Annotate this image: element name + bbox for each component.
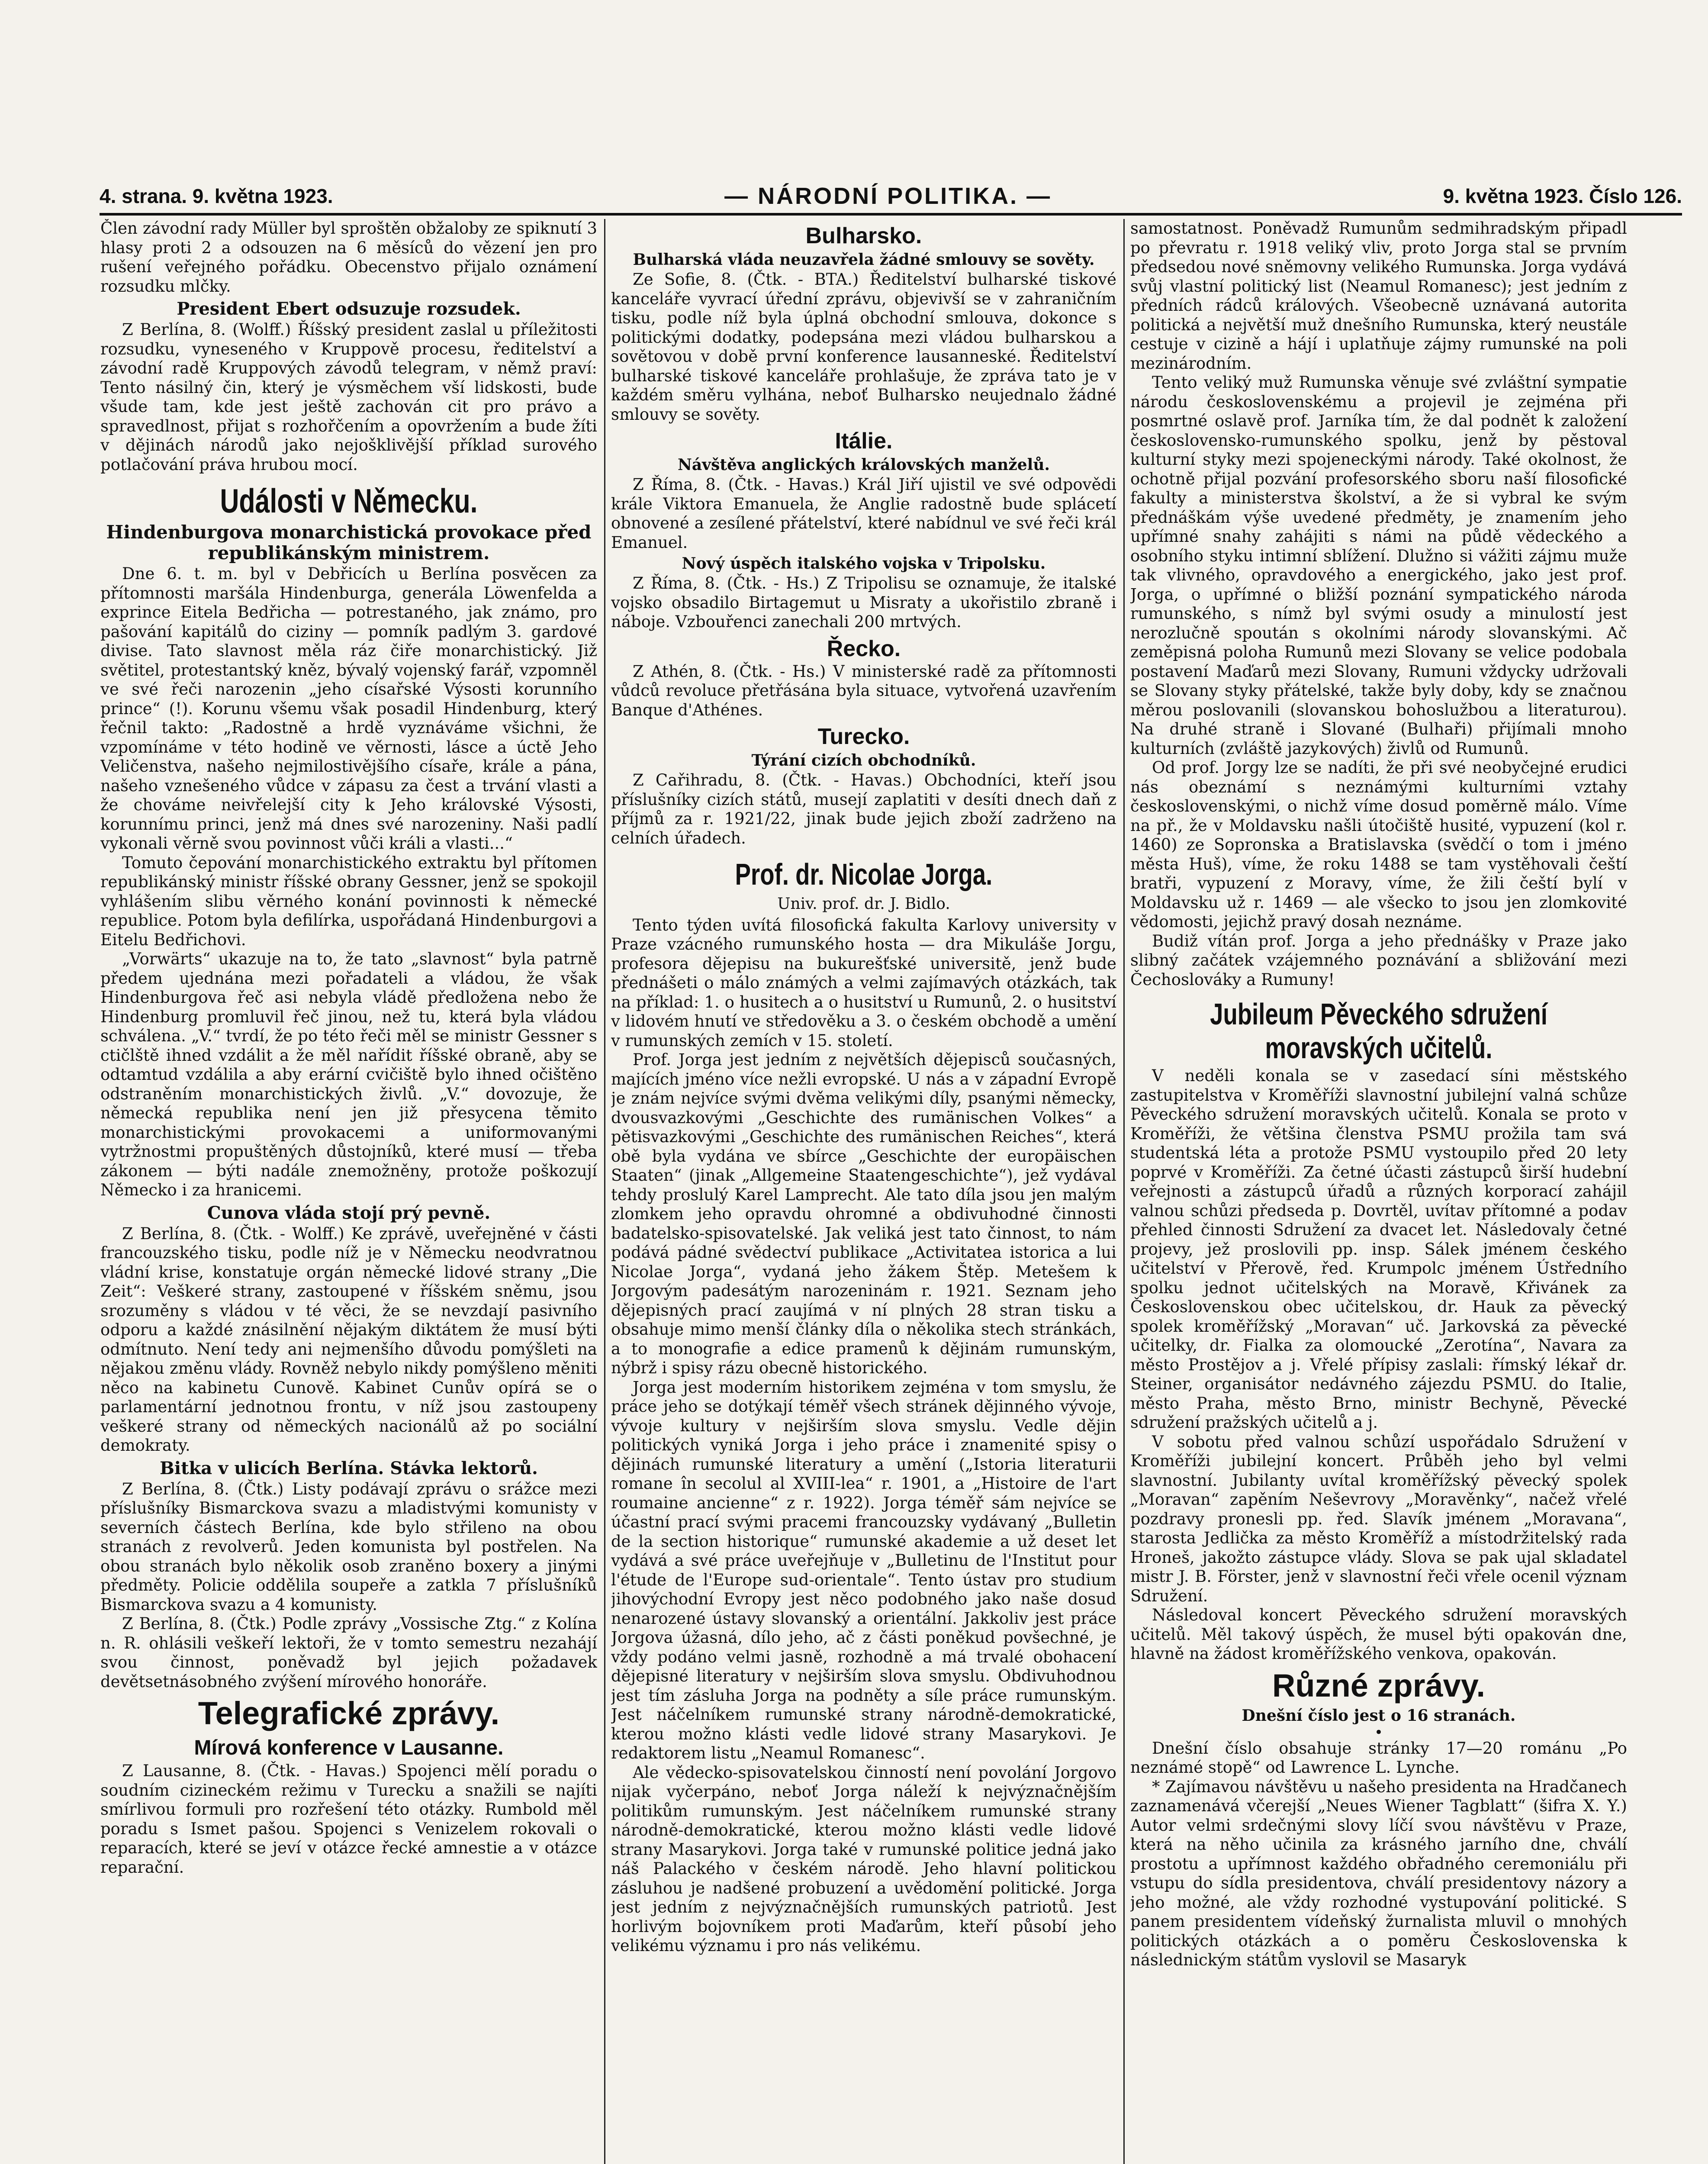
column-divider-2 [1123,219,1125,2164]
headline-jubileum: Jubileum Pěveckého sdružení moravských učitelů. [1210,997,1547,1065]
article-paragraph: Prof. Jorga jest jedním z největších dějepisců současných, majících jméno více nežli evropské. U nás a v západní Evropě je znám nejvíce svými dvěma velikými díly, psanými německy, dvousvazkovými „Geschichte des rumänischen Volkes“ a pětisvazkovými „Geschichte des rumänischen Reiches“, která obě byla vydána ve sbírce „Geschichte der europäischen Staaten“ (jinak „Allgemeine Staatengeschichte“), jež vydával tehdy proslulý Karel Lamprecht. Ale tato díla jsou jen malým zlomkem jeho opravdu ohromné a obdivuhodné činnosti badatelsko-spisovatelské. Jak veliká jest tato činnost, to nám podává pádné svědectví publikace „Activitatea istorica a lui Nicolae Jorga“, vydaná jeho žákem Štěp. Metešem k Jorgovým padesátým narozeninám r. 1921. Seznam jeho dějepisných prací zaujímá v ní plných 28 stran tisku a obsahuje mimo menší články díla o několika stech stránkách, a to monografie a edice pramenů k dějinám rumunským, nýbrž i spisy rázu obecně historického. [611,1050,1116,1377]
article-paragraph: Z Berlína, 8. (Čtk.) Podle zprávy „Vossische Ztg.“ z Kolína n. R. ohlásili veškeří lektoři, že v tomto semestru nezahájí svou činnost, poněvadž byl jejich požadavek devětsetnásobného zvýšení mírového honoráře. [100,1614,597,1691]
article-paragraph: Jorga jest moderním historikem zejména v tom smyslu, že práce jeho se dotýkají téměř všech stránek dějinného vývoje, vývoje kultury v nejširším slova smyslu. Vedle dějin politických vyniká Jorga i jeho práce i znamenité spisy o dějinách rumunské literatury a umění („Istoria literaturii romane în secolul al XVIII-lea“ r. 1901, a „Histoire de l'art roumaine ancienne“ z r. 1922). Jorga téměř sám nejvíce se účastní prací svými pracemi francouzsky vydávaný „Bulletin de la section historique“ rumunské akademie a už deset let vydává a své práce uveřejňuje v „Bulletinu de l'Institut pour l'étude de l'Europe sud-orientale“. Tento ústav pro studium jihovýchodní Evropy jest něco podobného jako naše dosud nenarozené ústavy slovanský a orientální. Jakkoliv jest práce Jorgova úžasná, dílo jeho, ač z části poněkud povšechné, je vždy podáno velmi jasně, rozhodně a má trvalé obohacení dějepisné literatury v nejširším slova smyslu. Obdivuhodnou jest tím zásluha Jorga na podněty a síle práce rumunským. Jest náčelníkem rumunské strany národně-demokratické, kterou možno klásti vedle lidové strany Masarykovi. Je redaktorem listu „Neamul Romanesc“. [611,1378,1116,1762]
article-paragraph: Z Berlína, 8. (Čtk.) Listy podávají zprávu o srážce mezi příslušníky Bismarckova svazu a mladistvými komunisty v severních částech Berlína, kde bylo střileno na obou stranách z revolverů. Jeden komunista byl postřelen. Na obou stranách bylo několik osob zraněno boxery a jinými předměty. Policie oddělila soupeře a zatkla 7 příslušníků Bismarckova svazu a 4 komunisty. [100,1479,597,1614]
column-divider-1 [604,219,605,2164]
issue-info: 9. května 1923. Číslo 126. [1443,185,1682,207]
subheadline-tyrani: Týrání cizích obchodníků. [751,751,976,770]
headline-jorga: Prof. dr. Nicolae Jorga. [735,857,993,891]
article-paragraph: V sobotu před valnou schůzí uspořádalo Sdružení v Kroměříži jubilejní koncert. Průběh jeho byl velmi slavnostní. Jubilanty uvítal kroměřížský pěvecký spolek „Moravan“ zapěním Neševrovy „Moravěnky“, načež vřelé pozdravy pronesli pp. řed. Slavík jménem „Moravana“, starosta Jedlička za město Kroměříž a místodržitelský rada Hroneš, jakožto zástupce vlády. Slova se pak ujal skladatel mistr J. B. Förster, jenž v slavnostní řeči vřele ocenil význam Sdružení. [1130,1432,1627,1605]
article-paragraph: Následoval koncert Pěveckého sdružení moravských učitelů. Měl takový úspěch, že musel býti opakován dne, hlavně na žádost kroměřížského venkova, opakován. [1130,1606,1627,1663]
subheadline-bulharsko: Bulharská vláda neuzavřela žádné smlouvy se sověty. [633,251,1095,269]
article-paragraph: Tento veliký muž Rumunska věnuje své zvláštní sympatie národu československému a projevil je zejména při posmrtné oslavě prof. Jarníka tím, že dal podnět k založení československo-rumunského spolku, jenž by pěstoval kulturní styky mezi spojeneckými národy. Také okolnost, že ochotně přijal pozvání profesorského sboru naší filosofické fakulty a ministerstva školství, a že si vybral ke svým přednáškám výše uvedené předměty, je znamením jeho upřímné snahy zahájiti s námi na půdě vědeckého a osobního styku intimní sblížení. Dlužno si vážiti zájmu muže tak vlivného, opravdového a energického, jako jest prof. Jorga, o upřímné o bližší poznání sympatického národa rumunského, s nímž byl svými osudy a minulostí jest nerozlučně spoután s okolními národy slovanskými. Ač zeměpisná poloha Rumunů mezi Slovany se velice podobala postavení Maďarů mezi Slovany, Rumuni vždycky udržovali se Slovany styky přátelské, takže byly doby, kdy se značnou měrou poslovanili (slovanskou bohoslužbou a literaturou). Na druhé straně i Slované (Bulhaři) přijímali mnoho kulturních (zvláště jazykových) živlů od Rumunů. [1130,373,1627,758]
article-paragraph: Dne 6. t. m. byl v Debřicích u Berlína posvěcen za přítomnosti maršála Hindenburga, generála Löwenfelda a exprince Eitela Bedřicha — potrestaného, jak známo, pro pašování kapitálů do ciziny — pomník padlým 3. gardové divise. Tato slavnost měla ráz čiře monarchistický. Již světitel, protestantský kněz, bývalý vojenský farář, vzpomněl ve své řeči narozenin „jeho císařské Výsosti korunního prince“ (!). Korunu všemu však posadil Hindenburg, který řečnil takto: „Radostně a hrdě vyznáváme všichni, že vzpomínáme v této hodině ve věrnosti, lásce a úctě Jeho Veličenstva, našeho nejmilostivějšího císaře, krále a pána, našeho vznešeného vůdce v zápasu za čest a trvání vlasti a že chováme neivřelejší city k Jeho královské Výsosti, korunnímu princi, jenž má dnes své narozeniny. Naši padlí vykonali věrně svou povinnost vůči králi a vlasti...“ [100,564,597,853]
byline: Univ. prof. dr. J. Bidlo. [777,895,950,913]
article-paragraph: V neděli konala se v zasedací síni městského zastupitelstva v Kroměříži slavnostní jubilejní valná schůze Pěveckého sdružení moravských učitelů. Konala se proto v Kroměříži, že většina členstva PSMU prožila tam svá studentská léta a protože PSMU vystoupilo před 20 lety poprvé v Kroměříži. Za četné účasti zástupců širší hudební veřejnosti a zástupců úřadů a různých korporací zahájil valnou schůzi předseda p. Dovrtěl, uvítav přítomné a podav přehled činnosti Sdružení za dvacet let. Následovaly četné projevy, jež proslovili pp. insp. Sálek jménem českého učitelství v Přerově, řed. Krumpolc jménem Ústředního spolku jednot učitelských na Moravě, Křivánek za Československou obec učitelskou, dr. Hauk za pěvecký spolek kroměřížský „Moravan“ uč. Jarkovská za pěvecké učitelky, dr. Fialka za olomoucké „Zerotína“, Navara za město Prostějov a j. Vřelé přípisy zaslali: římský lékař dr. Steiner, organisátor nedávného zájezdu PSMU. do Italie, město Praha, město Brno, ministr Bechyně, Pěvecké sdružení pražských učitelů a j. [1130,1066,1627,1432]
article-paragraph: Ale vědecko-spisovatelskou činností není povolání Jorgovo nijak vyčerpáno, neboť Jorga náleží k nejvýznačnějším politikům rumunským. Jest náčelníkem rumunské strany národně-demokratické, kterou možno klásti vedle lidové strany Masarykovi. Jorga také v rumunské politice jedná jako náš Palackého v českém národě. Jeho hlavní politickou zásluhou je nadšené probuzení a uvědomění politické. Jorga jest jedním z nejvýznačnějších rumunských patriotů. Jest horlivým bojovníkem proti Maďarům, kteří působí jeho velikému významu i pro nás velikému. [611,1763,1116,1955]
article-paragraph: Dnešní číslo obsahuje stránky 17—20 románu „Po neznámé stopě“ od Lawrence L. Lynche. [1130,1739,1627,1777]
column-3 [1130,219,1627,2164]
article-paragraph: Ze Sofie, 8. (Čtk. - BTA.) Ředitelství bulharské tiskové kanceláře vyvrací úřední zprávu, objevivší se v zahraničním tisku, podle níž byla úplná obchodní smlouva, dokonce s politickými dodatky, podepsána mezi vládou bulharskou a sovětovou v době první konference lausanneské. Ředitelství bulharské tiskové kanceláře prohlašuje, že zpráva tato je v každém směru vylhána, neboť Bulharsko neujednalo žádné smlouvy se sověty. [611,270,1116,424]
headline-recko: Řecko. [827,636,901,661]
article-paragraph: Tomuto čepování monarchistického extraktu byl přítomen republikánský ministr říšské obrany Gessner, jenž se spokojil vyhlášením slibu věrného konání povinnosti k německé republice. Potom byla defilírka, uspořádaná Hindenburgovi a Eitelu Bedřichovi. [100,853,597,949]
article-paragraph: Z Říma, 8. (Čtk. - Hs.) Z Tripolisu se oznamuje, že italské vojsko obsadilo Birtagemut u Misraty a ukořistilo zbraně i náboje. Vzbouřenci zanechali 200 mrtvých. [611,574,1116,631]
subheadline-uspech: Nový úspěch italského vojska v Tripolsku. [682,554,1046,573]
article-paragraph: Z Lausanne, 8. (Čtk. - Havas.) Spojenci mělí poradu o soudním cizineckém režimu v Turecku a snažili se najíti smírlivou formuli pro rozřešení této otázky. Rumbold měl poradu s Ismet pašou. Spojenci s Venizelem rokovali o reparacích, které se jeví v otázce řecké amnestie a v otázce reparační. [100,1761,597,1877]
column-2 [611,219,1116,2164]
headline-ebert: President Ebert odsuzuje rozsudek. [177,299,521,319]
article-paragraph: Od prof. Jorgy lze se nadíti, že při své neobyčejné erudici nás obeznámí s neznámými kulturními vztahy československými, o nichž víme dosud poměrně málo. Víme na př., že v Moldavsku našli útočiště husité, vypuzení (kol r. 1460) ze Sopronska a Bratislavska (svědčí o tom i jméno města Huš), víme, že roku 1488 se tam vystěhovali čeští bratři, vypuzení z Moravy, víme, že žili čeští bylí v Moldavsku už r. 1469 — ale všecko to jsou jen zlomkovité vědomosti, jejichž pravý dosah neznáme. [1130,758,1627,931]
article-paragraph: * Zajímavou návštěvu u našeho presidenta na Hradčanech zaznamenává včerejší „Neues Wiener Tagblatt“ (šifra X. Y.) Autor velmi srdečnými slovy líčí svou návštěvu v Praze, která na něho učinila za krásného jarního dne, chválí prostotu a upřímnost každého obřadného ceremoniálu při vstupu do sídla presidentova, chválí presidentovy názory a jeho možné, ale vždy rozhodné vystupování politické. S panem presidentem vídeňský žurnalista mluvil o mnohých politických otázkách a o poměru Československa k následnickým státům vyslovil se Masaryk [1130,1777,1627,1969]
headline-cuno: Cunova vláda stojí prý pevně. [207,1202,491,1223]
article-paragraph: Z Říma, 8. (Čtk. - Havas.) Král Jiří ujistil ve své odpovědi krále Viktora Emanuela, že Anglie radostně bude splácetí obnovené a zesílené přátelství, které nabídnul ve své řeči král Emanuel. [611,475,1116,552]
page-header [100,181,1682,211]
headline-mirova-konference: Mírová konference v Lausanne. [194,1736,504,1759]
headline-bulharsko: Bulharsko. [805,223,922,248]
article-paragraph: Z Berlína, 8. (Wolff.) Říšský president zaslal u příležitosti rozsudku, vyneseného v Kruppově procesu, ředitelství a závodní radě Kruppových závodů telegram, v němž praví: Tento násilný čin, který je výsměchem vší lidskosti, bude všude tam, kde jest ještě zachován cit pro právo a spravedlnost, přijat s rozhořčením a opovržením a bude žíti v dějinách národů jako nejošklivější příklad surového potlačování práva hrubou mocí. [100,320,597,474]
page-info: 4. strana. 9. května 1923. [100,185,333,207]
article-paragraph: Člen závodní rady Müller byl sproštěn obžaloby ze spiknutí 3 hlasy proti 2 a odsouzen na 6 měsíců do vězení jen pro rušení veřejného pořádku. Obecenstvo přijalo oznámení rozsudku mlčky. [100,219,597,296]
header-rule [100,213,1682,216]
headline-telegraficke: Telegrafické zprávy. [198,1695,500,1731]
article-paragraph: Budiž vítán prof. Jorga a jeho přednášky v Praze jako slibný začátek vzájemného poznávání a sbližování mezi Čechoslováky a Rumuny! [1130,931,1627,989]
headline-bitka: Bitka v ulicích Berlína. Stávka lektorů. [160,1458,538,1478]
headline-ruzne-zpravy: Různé zprávy. [1272,1667,1486,1704]
article-paragraph: Z Berlína, 8. (Čtk. - Wolff.) Ke zprávě, uveřejněné v části francouzského tisku, podle níž je v Německu neodvratnou vládní krise, konstatuje orgán německé lidové strany „Die Zeit“: Veškeré strany, zastoupené v říšském sněmu, jsou srozuměny s vládou v té věci, že se nevzdají pasivního odporu a každé znásilnění nějakým diktátem že musí býti odmítnuto. Není tedy ani nejmenšího důvodu pomýšleti na nějakou změnu vlády. Rovněž nebylo nikdy pomýšleno měniti něco na kabinetu Cunově. Kabinet Cunův opírá se o parlamentární jednotnou frontu, v níž jsou zastoupeny veškeré strany od německých nacionálů až po sociální demokraty. [100,1224,597,1455]
newspaper-title: — NÁRODNÍ POLITIKA. — [724,183,1052,209]
headline-italie: Itálie. [835,428,893,454]
headline-hindenburg: Hindenburgova monarchistická provokace před republikánským ministrem. [106,522,592,564]
article-paragraph: „Vorwärts“ ukazuje na to, že tato „slavnost“ byla patrně předem ujednána mezi pořadateli a vládou, že však Hindenburgova řeč asi nebyla vládě předložena nebo že Hindenburg promluvil řeč jinou, než tu, která byla vládou schválena. „V.“ tvrdí, že po této řeči měl se ministr Gessner s ctičlště ihned vzdálit a že měl nařídit říšské obraně, aby se odtamtud vzdálila a aby erární cvičiště bylo ihned očištěno odstraněním monarchistických živlů. „V.“ dovozuje, že německá republika není jen již přesycena těmito monarchistickými provokacemi a uniformovanými vytržnostmi propuštěných důstojníků, které musí — třeba zákonem — býti nadále znemožněny, protože poškozují Německo i za hranicemi. [100,950,597,1199]
article-paragraph: samostatnost. Poněvadž Rumunům sedmihradským připadl po převratu r. 1918 veliký vliv, proto Jorga stal se prvním předsedou nové sněmovny velikého Rumunska. Jorga vydává svůj vlastní politický list (Neamul Romanesc); jest jedním z předních rádců králových. Všeobecně uznávaná autorita politická a největší muž dnešního Rumunska, který neustále cestuje v cizině a hájí i uplatňuje zájmy rumunské na poli mezinárodním. [1130,219,1627,373]
bullet-separator: • [1374,1723,1383,1741]
headline-udalosti: Události v Německu. [220,482,478,520]
article-paragraph: Z Athén, 8. (Čtk. - Hs.) V ministerské radě za přítomnosti vůdců revoluce přetřásána byla situace, vytvořená uzavřením Banque d'Athénes. [611,662,1116,719]
headline-turecko: Turecko. [817,724,910,749]
subheadline-navsteva: Návštěva anglických královských manželů. [677,456,1050,474]
column-1 [100,219,597,2164]
subheadline-dnesni-cislo: Dnešní číslo jest o 16 stranách. [1242,1706,1516,1725]
article-paragraph: Tento týden uvítá filosofická fakulta Karlovy university v Praze vzácného rumunského hosta — dra Mikuláše Jorgu, profesora dějepisu na bukurešťské universitě, jenž bude přednášeti o málo známých a velmi zajímavých otázkách, tak na příklad: 1. o husitech a o husitství u Rumunů, 2. o husitství v lidovém hnutí ve středověku a 3. o českém obchodě a umění v rumunských zemích v 15. století. [611,915,1116,1050]
article-paragraph: Z Cařihradu, 8. (Čtk. - Havas.) Obchodníci, kteří jsou příslušníky cizích států, musejí zaplatiti v desíti dnech daň z příjmů za r. 1921/22, jinak bude jejich zboží zadrženo na celních úřadech. [611,771,1116,847]
